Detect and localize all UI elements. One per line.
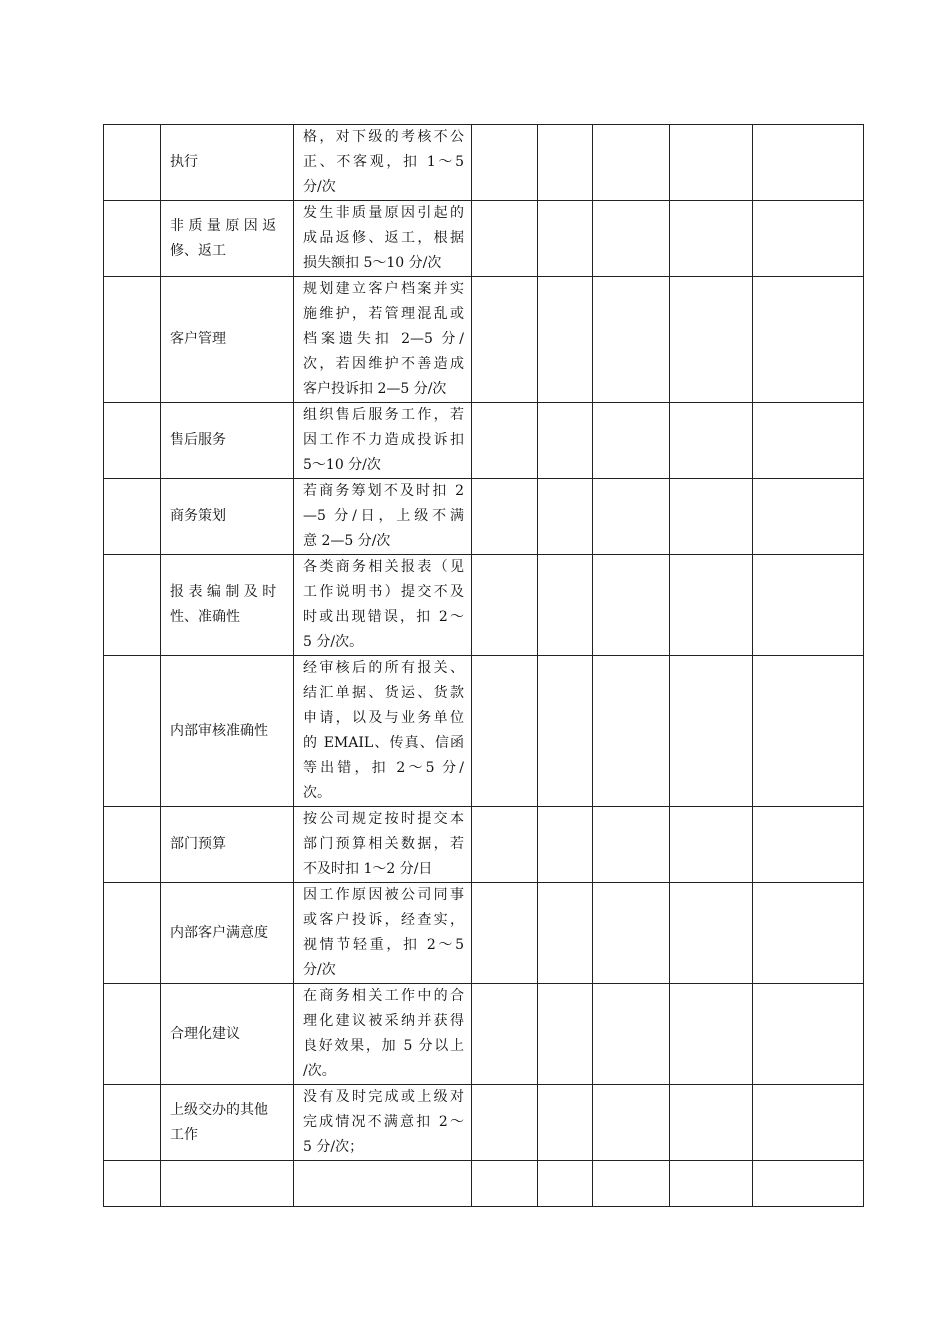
cell-blank bbox=[538, 656, 593, 807]
criteria-line: 按公司规定按时提交本 bbox=[303, 811, 464, 827]
item-text: 部门预算 bbox=[170, 836, 226, 852]
criteria-line: 视情节轻重，扣 2～5 bbox=[303, 937, 464, 953]
cell-blank bbox=[538, 1085, 593, 1161]
cell-blank bbox=[670, 883, 753, 984]
cell-blank bbox=[472, 125, 538, 201]
item-text: 内部客户满意度 bbox=[170, 924, 268, 941]
item-text: 上级交办的其他 bbox=[170, 1101, 268, 1118]
cell-blank bbox=[538, 403, 593, 479]
cell-blank bbox=[472, 883, 538, 984]
criteria-line: 结汇单据、货运、货款 bbox=[303, 685, 464, 701]
cell-blank bbox=[593, 807, 670, 883]
cell-index bbox=[104, 1161, 161, 1207]
cell-blank bbox=[753, 656, 864, 807]
criteria-line: 完成情况不满意扣 2～ bbox=[303, 1114, 464, 1130]
assessment-table bbox=[103, 124, 864, 1207]
criteria-line: 规划建立客户档案并实 bbox=[303, 281, 464, 297]
table-row bbox=[104, 403, 864, 479]
cell-blank bbox=[670, 656, 753, 807]
item-text: 执行 bbox=[170, 154, 198, 170]
cell-blank bbox=[593, 1161, 670, 1207]
cell-blank bbox=[593, 277, 670, 403]
cell-blank bbox=[753, 883, 864, 984]
table-row bbox=[104, 555, 864, 656]
cell-blank bbox=[472, 555, 538, 656]
criteria-line: —5 分/日，上级不满 bbox=[303, 508, 464, 524]
cell-blank bbox=[753, 277, 864, 403]
criteria-line: 成品返修、返工，根据 bbox=[303, 230, 464, 246]
item-text: 修、返工 bbox=[170, 242, 226, 259]
cell-item bbox=[161, 201, 294, 277]
cell-blank bbox=[593, 883, 670, 984]
cell-index bbox=[104, 201, 161, 277]
cell-index bbox=[104, 883, 161, 984]
cell-item bbox=[161, 984, 294, 1085]
criteria-line: 良好效果，加 5 分以上 bbox=[303, 1038, 464, 1054]
cell-item bbox=[161, 125, 294, 201]
cell-blank bbox=[538, 201, 593, 277]
cell-blank bbox=[753, 479, 864, 555]
cell-blank bbox=[538, 555, 593, 656]
criteria-line: 部门预算相关数据，若 bbox=[303, 836, 464, 852]
table-body bbox=[104, 125, 864, 1207]
criteria-line: 或客户投诉，经查实， bbox=[303, 912, 464, 928]
criteria-line: 工作说明书）提交不及 bbox=[303, 584, 464, 600]
cell-item bbox=[161, 277, 294, 403]
cell-item bbox=[161, 403, 294, 479]
item-text: 商务策划 bbox=[170, 508, 226, 524]
criteria-line: 没有及时完成或上级对 bbox=[303, 1089, 464, 1105]
criteria-line: 次，若因维护不善造成 bbox=[303, 356, 464, 372]
criteria-line: 组织售后服务工作，若 bbox=[303, 407, 464, 423]
criteria-line: 因工作原因被公司同事 bbox=[303, 887, 464, 903]
cell-blank bbox=[593, 1085, 670, 1161]
cell-blank bbox=[670, 403, 753, 479]
cell-item bbox=[161, 1161, 294, 1207]
cell-item bbox=[161, 656, 294, 807]
item-text: 性、准确性 bbox=[170, 609, 240, 625]
cell-item bbox=[161, 883, 294, 984]
cell-blank bbox=[753, 555, 864, 656]
criteria-line: 经审核后的所有报关、 bbox=[303, 660, 464, 676]
cell-item bbox=[161, 807, 294, 883]
cell-blank bbox=[472, 201, 538, 277]
criteria-line: 在商务相关工作中的合 bbox=[303, 988, 464, 1004]
cell-criteria bbox=[294, 479, 472, 555]
cell-criteria bbox=[294, 403, 472, 479]
cell-blank bbox=[753, 403, 864, 479]
cell-blank bbox=[593, 984, 670, 1085]
cell-blank bbox=[593, 656, 670, 807]
cell-blank bbox=[538, 125, 593, 201]
cell-criteria bbox=[294, 1085, 472, 1161]
cell-blank bbox=[670, 807, 753, 883]
cell-index bbox=[104, 403, 161, 479]
cell-criteria bbox=[294, 125, 472, 201]
criteria-line: 不及时扣 1～2 分/日 bbox=[303, 861, 433, 877]
cell-blank bbox=[472, 403, 538, 479]
cell-blank bbox=[593, 403, 670, 479]
cell-criteria bbox=[294, 555, 472, 656]
table-row bbox=[104, 984, 864, 1085]
cell-blank bbox=[538, 277, 593, 403]
cell-blank bbox=[753, 807, 864, 883]
cell-index bbox=[104, 656, 161, 807]
criteria-line: 施维护，若管理混乱或 bbox=[303, 306, 464, 322]
criteria-line: 次。 bbox=[303, 785, 331, 801]
cell-item bbox=[161, 555, 294, 656]
cell-item bbox=[161, 1085, 294, 1161]
cell-blank bbox=[472, 984, 538, 1085]
criteria-line: 的 EMAIL、传真、信函 bbox=[303, 735, 464, 751]
cell-blank bbox=[472, 1161, 538, 1207]
criteria-line: 客户投诉扣 2—5 分/次 bbox=[303, 381, 447, 397]
cell-criteria bbox=[294, 277, 472, 403]
cell-blank bbox=[670, 984, 753, 1085]
table-row bbox=[104, 807, 864, 883]
criteria-line: 损失额扣 5～10 分/次 bbox=[303, 255, 442, 271]
cell-index bbox=[104, 277, 161, 403]
cell-criteria bbox=[294, 201, 472, 277]
criteria-line: /次。 bbox=[303, 1063, 336, 1079]
cell-item bbox=[161, 479, 294, 555]
criteria-line: 发生非质量原因引起的 bbox=[303, 205, 464, 221]
table-row bbox=[104, 656, 864, 807]
cell-blank bbox=[472, 479, 538, 555]
item-text: 工作 bbox=[170, 1126, 198, 1143]
cell-blank bbox=[593, 479, 670, 555]
table-row bbox=[104, 1161, 864, 1207]
cell-blank bbox=[472, 807, 538, 883]
item-text: 内部审核准确性 bbox=[170, 722, 268, 739]
cell-blank bbox=[538, 1161, 593, 1207]
cell-criteria bbox=[294, 984, 472, 1085]
cell-index bbox=[104, 479, 161, 555]
table-row bbox=[104, 277, 864, 403]
table-row bbox=[104, 201, 864, 277]
cell-blank bbox=[670, 479, 753, 555]
criteria-line: 格，对下级的考核不公 bbox=[303, 129, 464, 145]
cell-criteria bbox=[294, 883, 472, 984]
table-row bbox=[104, 125, 864, 201]
cell-blank bbox=[753, 1161, 864, 1207]
criteria-line: 分/次 bbox=[303, 179, 336, 195]
cell-blank bbox=[538, 807, 593, 883]
cell-blank bbox=[670, 125, 753, 201]
criteria-line: 5 分/次。 bbox=[303, 634, 364, 650]
criteria-line: 5～10 分/次 bbox=[303, 457, 381, 473]
item-text: 合理化建议 bbox=[170, 1025, 240, 1042]
criteria-line: 等出错，扣 2～5 分/ bbox=[303, 760, 464, 776]
criteria-line: 各类商务相关报表（见 bbox=[303, 559, 464, 575]
criteria-line: 理化建议被采纳并获得 bbox=[303, 1013, 464, 1029]
cell-index bbox=[104, 555, 161, 656]
cell-blank bbox=[538, 883, 593, 984]
cell-blank bbox=[472, 1085, 538, 1161]
cell-criteria bbox=[294, 1161, 472, 1207]
table-row bbox=[104, 479, 864, 555]
table-row bbox=[104, 1085, 864, 1161]
cell-blank bbox=[538, 479, 593, 555]
table-row bbox=[104, 883, 864, 984]
cell-blank bbox=[670, 201, 753, 277]
cell-index bbox=[104, 1085, 161, 1161]
cell-blank bbox=[753, 201, 864, 277]
cell-index bbox=[104, 125, 161, 201]
cell-blank bbox=[670, 555, 753, 656]
criteria-line: 正、不客观，扣 1～5 bbox=[303, 154, 464, 170]
item-text: 售后服务 bbox=[170, 432, 226, 448]
criteria-line: 5 分/次； bbox=[303, 1139, 364, 1155]
criteria-line: 意 2—5 分/次 bbox=[303, 533, 391, 549]
criteria-line: 若商务筹划不及时扣 2 bbox=[303, 483, 464, 499]
criteria-line: 档案遗失扣 2—5 分/ bbox=[303, 331, 464, 347]
cell-blank bbox=[472, 656, 538, 807]
cell-blank bbox=[538, 984, 593, 1085]
criteria-line: 因工作不力造成投诉扣 bbox=[303, 432, 464, 448]
cell-blank bbox=[593, 555, 670, 656]
cell-blank bbox=[753, 984, 864, 1085]
cell-blank bbox=[670, 277, 753, 403]
criteria-line: 分/次 bbox=[303, 962, 336, 978]
cell-blank bbox=[753, 1085, 864, 1161]
cell-blank bbox=[593, 125, 670, 201]
cell-blank bbox=[593, 201, 670, 277]
cell-blank bbox=[670, 1161, 753, 1207]
cell-index bbox=[104, 984, 161, 1085]
cell-blank bbox=[472, 277, 538, 403]
cell-blank bbox=[670, 1085, 753, 1161]
item-text: 报 表 编 制 及 时 bbox=[170, 584, 277, 600]
cell-criteria bbox=[294, 656, 472, 807]
criteria-line: 时或出现错误，扣 2～ bbox=[303, 609, 464, 625]
item-text: 非 质 量 原 因 返 bbox=[170, 217, 277, 234]
cell-blank bbox=[753, 125, 864, 201]
item-text: 客户管理 bbox=[170, 331, 226, 347]
cell-index bbox=[104, 807, 161, 883]
cell-criteria bbox=[294, 807, 472, 883]
criteria-line: 申请，以及与业务单位 bbox=[303, 710, 464, 726]
